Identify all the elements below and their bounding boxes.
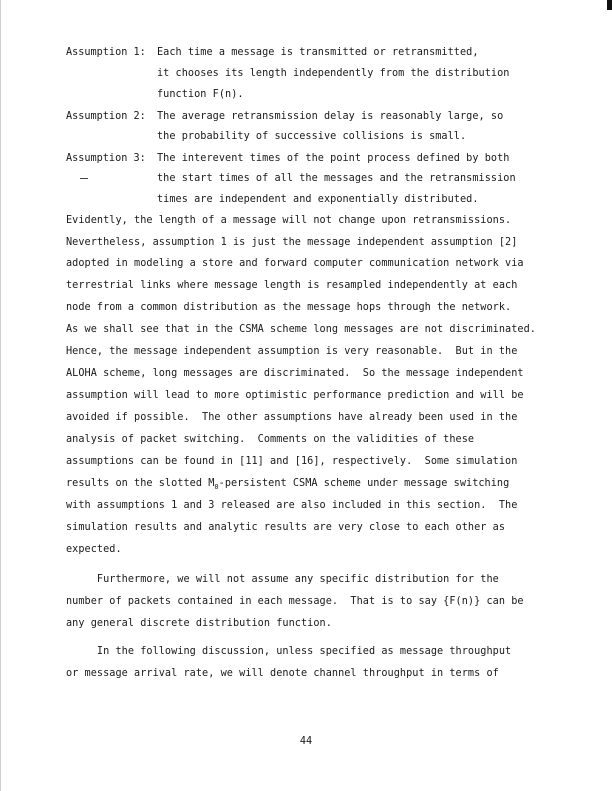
- assumption-3-line-1: The interevent times of the point process defined by both: [157, 153, 510, 164]
- paragraph-1-line-13: [66, 478, 509, 490]
- line-13-end: -persistent CSMA scheme under message switching: [218, 478, 510, 489]
- paragraph-2-line-3: any general discrete distribution function.: [66, 618, 332, 629]
- assumption-3-line-2: the start times of all the messages and the retransmission: [157, 173, 516, 184]
- scan-mark: [607, 0, 612, 10]
- paragraph-1-line-1: Evidently, the length of a message will not change upon retransmissions.: [66, 215, 512, 226]
- page-number: 44: [299, 736, 313, 747]
- scan-edge: [0, 0, 1, 791]
- paragraph-2-line-2: number of packets contained in each message. That is to say {F(n)} can be: [66, 596, 524, 607]
- paragraph-3-line-2: or message arrival rate, we will denote channel throughput in terms of: [66, 668, 499, 679]
- assumption-2-line-1: The average retransmission delay is reasonably large, so: [157, 111, 504, 122]
- assumption-2-line-2: the probability of successive collisions is small.: [157, 131, 467, 142]
- paragraph-1-line-10: avoided if possible. The other assumptions have already been used in the: [66, 412, 518, 423]
- paragraph-1-line-2: Nevertheless, assumption 1 is just the message independent assumption [2]: [66, 237, 518, 248]
- paragraph-1-line-16: expected.: [66, 544, 122, 555]
- assumption-1-line-2: it chooses its length independently from the distribution: [157, 68, 510, 79]
- paragraph-1-line-5: node from a common distribution as the message hops through the network.: [66, 302, 512, 313]
- paragraph-3-line-1: In the following discussion, unless specified as message throughput: [66, 646, 512, 657]
- assumption-1-line-1: Each time a message is transmitted or retransmitted,: [157, 47, 479, 58]
- paragraph-1-line-12: assumptions can be found in [11] and [16], respectively. Some simulation: [66, 456, 518, 467]
- paragraph-1-line-11: analysis of packet switching. Comments on the validities of these: [66, 434, 475, 445]
- line-13-start: results on the slotted M: [66, 478, 215, 489]
- subscript-zero: 0: [214, 483, 219, 491]
- assumption-3-line-3: times are independent and exponentially distributed.: [157, 194, 479, 205]
- assumption-1-label: Assumption 1:: [66, 47, 146, 58]
- paragraph-1-line-4: terrestrial links where message length is resampled independently at each: [66, 280, 518, 291]
- paragraph-1-line-7: Hence, the message independent assumption is very reasonable. But in the: [66, 346, 518, 357]
- paragraph-2-line-1: Furthermore, we will not assume any specific distribution for the: [66, 574, 499, 585]
- assumption-1-line-3: function F(n).: [157, 89, 244, 100]
- assumption-2-label: Assumption 2:: [66, 111, 146, 122]
- paragraph-1-line-15: simulation results and analytic results are very close to each other as: [66, 522, 506, 533]
- paragraph-1-line-6: As we shall see that in the CSMA scheme long messages are not discriminated.: [66, 324, 536, 335]
- scan-speck: [80, 178, 88, 179]
- paragraph-1-line-8: ALOHA scheme, long messages are discriminated. So the message independent: [66, 368, 524, 379]
- assumption-3-label: Assumption 3:: [66, 153, 146, 164]
- paragraph-1-line-14: with assumptions 1 and 3 released are also included in this section. The: [66, 500, 518, 511]
- paragraph-1-line-9: assumption will lead to more optimistic performance prediction and will be: [66, 390, 524, 401]
- paragraph-1-line-3: adopted in modeling a store and forward computer communication network via: [66, 258, 524, 269]
